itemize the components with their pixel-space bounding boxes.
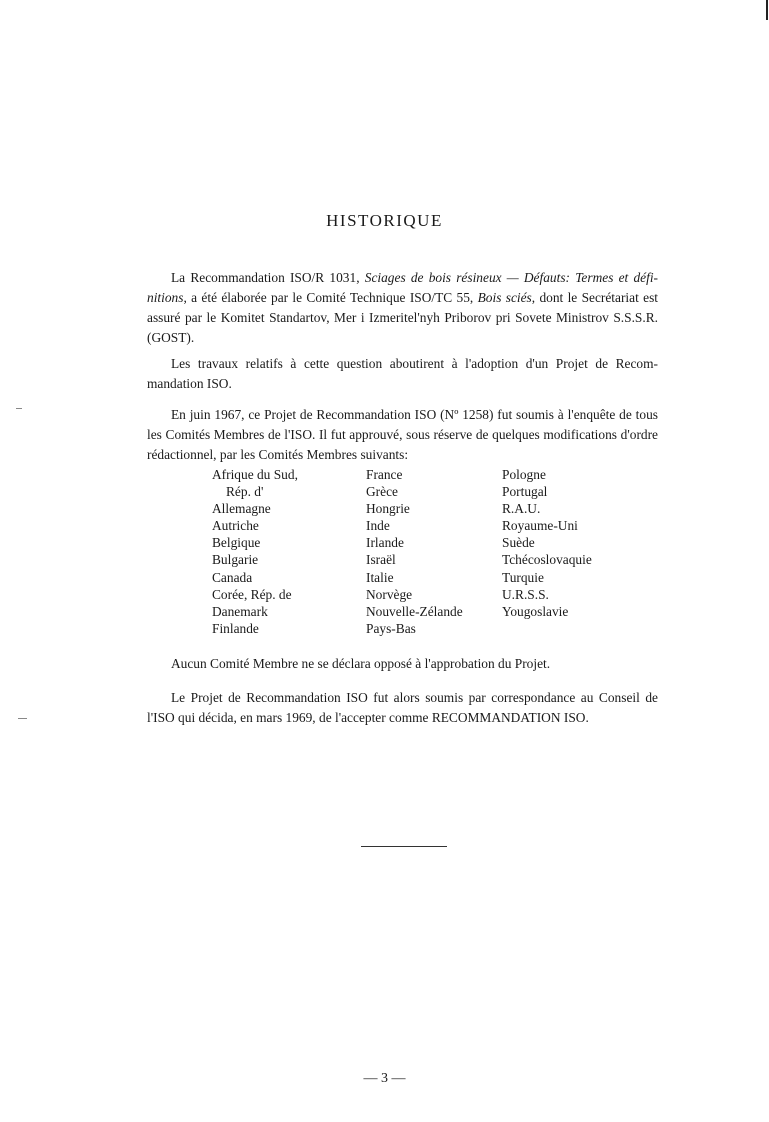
paragraph-adoption: Les travaux relatifs à cette question aboutirent à l'adoption d'un Projet de Recom-mandation ISO. — [147, 356, 658, 391]
country-item: Israël — [366, 552, 396, 568]
country-item: Pologne — [502, 467, 546, 482]
scan-artifact — [18, 718, 27, 719]
country-item: France — [366, 467, 403, 482]
paragraph-acceptance: Le Projet de Recommandation ISO fut alors soumis par correspondance au Conseil de l'ISO qui décida, en mars 1969, de l'accepter comme RECOMMANDATION ISO. — [147, 690, 658, 725]
page-number: — 3 — — [363, 1071, 406, 1086]
country-item: Hongrie — [366, 501, 410, 517]
country-item: Inde — [366, 518, 390, 534]
paragraph-origin: La Recommandation ISO/R 1031, Sciages de bois résineux — Défauts: Termes et défi-nitions, a été élaborée par le Comité Technique ISO/TC 55, Bois sciés, dont le Secrétariat est assuré par le Komitet Standartov, Mer i Izmeritel'nyh Priborov pri Sovete Ministrov S.S.S.R. (GOST). — [147, 270, 659, 345]
country-item: U.R.S.S. — [502, 586, 549, 602]
country-item: Pays-Bas — [366, 620, 416, 636]
country-item: Rép. d' — [226, 484, 264, 500]
country-item: Bulgarie — [212, 552, 259, 568]
country-item: Yougoslavie — [502, 603, 569, 619]
country-item: Canada — [212, 569, 253, 585]
country-item: Corée, Rép. de — [212, 586, 292, 602]
country-item: Norvège — [366, 586, 413, 602]
page-edge-mark — [766, 0, 768, 20]
country-item: Nouvelle-Zélande — [366, 603, 463, 619]
country-item: Finlande — [212, 620, 259, 636]
country-item: Danemark — [212, 603, 268, 619]
paragraph-no-opposition: Aucun Comité Membre ne se déclara opposé à l'approbation du Projet. — [171, 656, 551, 671]
country-item: R.A.U. — [502, 501, 541, 517]
country-item: Tchécoslovaquie — [502, 552, 592, 568]
country-item: Belgique — [212, 535, 261, 551]
country-item: Italie — [366, 569, 394, 585]
country-list-column-2 — [366, 466, 463, 637]
scan-artifact — [16, 408, 22, 409]
page-title: HISTORIQUE — [326, 211, 443, 231]
country-item: Grèce — [366, 484, 398, 500]
country-item: Afrique du Sud, — [212, 467, 298, 482]
country-item: Suède — [502, 535, 535, 551]
country-item: Turquie — [502, 569, 544, 585]
country-item: Irlande — [366, 535, 404, 551]
paragraph-enquiry: En juin 1967, ce Projet de Recommandation ISO (Nº 1258) fut soumis à l'enquête de tous les Comités Membres de l'ISO. Il fut approuvé, sous réserve de quelques modifications d'ordre rédactionnel, par les Comités Membres suivants: — [147, 407, 658, 462]
country-item: Allemagne — [212, 501, 271, 517]
country-item: Autriche — [212, 518, 259, 534]
country-list-column-3 — [502, 466, 592, 620]
end-divider — [361, 846, 447, 847]
country-item: Royaume-Uni — [502, 518, 578, 534]
country-item: Portugal — [502, 484, 548, 500]
country-list-column-1 — [212, 466, 298, 637]
